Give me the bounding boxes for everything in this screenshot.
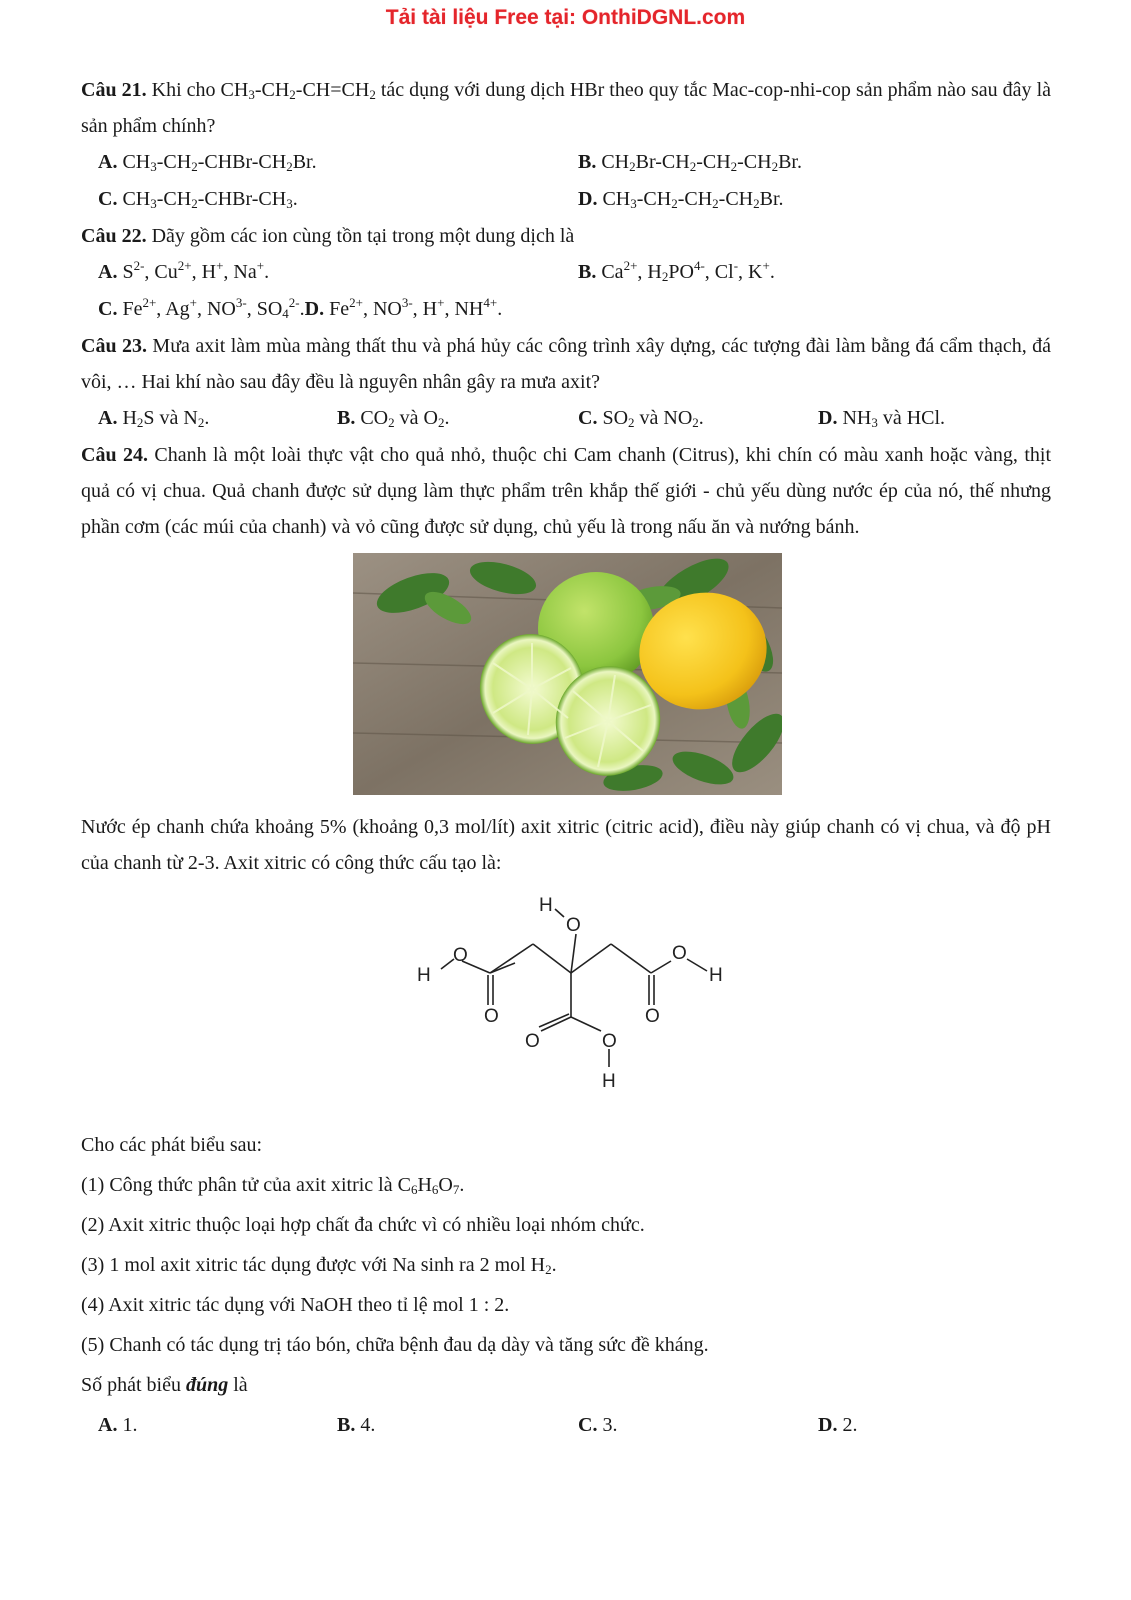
exam-page: [81, 72, 1051, 1444]
q21-option-b[interactable]: B. $CH_2Br-CH_2-CH_2-CH_2Br$.: [578, 151, 802, 174]
q22-option-b[interactable]: B. $Ca^{2+}$, $H_2PO^{4-}$, Cl-, K+.: [578, 258, 775, 284]
atom-o-right: O: [672, 943, 687, 964]
q24-option-b[interactable]: B. 4.: [337, 1414, 376, 1436]
statement-1: (1) Công thức phân tử của axit xitric là $C_6H_6O_7$.: [81, 1174, 465, 1197]
q21-option-a[interactable]: A. $CH_3-CH_2-CHBr-CH_2Br$.: [98, 151, 317, 174]
q21-option-c[interactable]: C. $CH_3-CH_2-CHBr-CH_3$.: [98, 188, 298, 211]
site-banner[interactable]: Tải tài liệu Free tại: OnthiDGNL.com: [385, 6, 746, 29]
atom-h-right: H: [709, 965, 723, 986]
statement-5: (5) Chanh có tác dụng trị táo bón, chữa bệnh đau dạ dày và tăng sức đề kháng.: [81, 1334, 709, 1356]
q24-option-c[interactable]: C. 3.: [578, 1414, 618, 1436]
q22-option-c-d[interactable]: C. $Fe^{2+}$, Ag+, $NO^{3-}$, $SO_4^{2-}.D$. $Fe^{2+}$, $NO^{3-}$, H+, $NH^{4+}$.: [98, 295, 503, 321]
citric-acid-structure-container: [81, 889, 1051, 1121]
question-23-number: Câu 23.: [81, 335, 147, 357]
question-22: [81, 218, 1051, 254]
q24-option-a[interactable]: A. 1.: [98, 1414, 138, 1436]
statement-3: (3) 1 mol axit xitric tác dụng được với Na sinh ra 2 mol $H_2$.: [81, 1254, 557, 1277]
atom-h-left: H: [417, 965, 431, 986]
q23-options-row: [81, 400, 1051, 437]
q23-option-a[interactable]: A. $H_2S$ và $N_2$.: [98, 407, 210, 430]
question-21-number: Câu 21.: [81, 79, 147, 101]
citric-acid-structure: [381, 889, 741, 1121]
atom-o-top: O: [566, 915, 581, 936]
q21-options-row-1: [81, 144, 1051, 181]
statement-4: (4) Axit xitric tác dụng với NaOH theo tỉ lệ mol 1 : 2.: [81, 1294, 510, 1316]
question-24-intro: Chanh là một loài thực vật cho quả nhỏ, thuộc chi Cam chanh (Citrus), khi chín có màu xanh hoặc vàng, thịt quả có vị chua. Quả chanh được sử dụng làm thực phẩm trên khắp thế giới - chủ yếu dùng nước ép của nó, thế nhưng phần cơm (các múi của chanh) và vỏ cũng được sử dụng, chủ yếu là trong nấu ăn và nướng bánh.: [81, 444, 1051, 538]
lemon-lime-photo: [353, 553, 782, 795]
q21-options-row-2: [81, 181, 1051, 218]
q22-options-row-2: [81, 291, 1051, 328]
q21-option-d[interactable]: D. $CH_3-CH_2-CH_2-CH_2Br$.: [578, 188, 784, 211]
question-21: [81, 72, 1051, 144]
question-24-prompt: Số phát biểu đúng là: [81, 1374, 248, 1396]
question-24: [81, 437, 1051, 545]
atom-o-left: O: [453, 945, 468, 966]
citric-acid-paragraph: Nước ép chanh chứa khoảng 5% (khoảng 0,3 mol/lít) axit xitric (citric acid), điều này giúp chanh có vị chua, và độ pH của chanh từ 2-3. Axit xitric có công thức cấu tạo là:: [81, 816, 1051, 874]
question-21-text: Khi cho $CH_3-CH_2-CH=CH_2$ tác dụng với dung dịch HBr theo quy tắc Mac-cop-nhi-cop sản phẩm nào sau đây là sản phẩm chính?: [81, 79, 1051, 137]
q23-option-b[interactable]: B. $CO_2$ và $O_2$.: [337, 407, 450, 430]
atom-h-bottom: H: [602, 1071, 616, 1092]
atom-o-right-carbonyl: O: [645, 1006, 660, 1027]
q23-option-c[interactable]: C. $SO_2$ và $NO_2$.: [578, 407, 704, 430]
q24-options-row: [81, 1407, 1051, 1444]
question-23-text: Mưa axit làm mùa màng thất thu và phá hủy các công trình xây dựng, các tượng đài làm bằng đá cẩm thạch, đá vôi, … Hai khí nào sau đây đều là nguyên nhân gây ra mưa axit?: [81, 335, 1051, 393]
atom-o-bottom: O: [602, 1031, 617, 1052]
q22-option-a[interactable]: A. $S^{2-}$, $Cu^{2+}$, H+, Na+.: [98, 258, 270, 283]
q24-option-d[interactable]: D. 2.: [818, 1414, 858, 1436]
atom-o-left-carbonyl: O: [484, 1006, 499, 1027]
question-22-number: Câu 22.: [81, 225, 147, 247]
question-22-text: Dãy gồm các ion cùng tồn tại trong một dung dịch là: [151, 225, 575, 247]
q22-options-row-1: [81, 254, 1051, 291]
statements-intro: Cho các phát biểu sau:: [81, 1134, 263, 1156]
question-23: [81, 328, 1051, 400]
q23-option-d[interactable]: D. $NH_3$ và HCl.: [818, 407, 946, 430]
question-24-number: Câu 24.: [81, 444, 148, 466]
atom-h-top: H: [539, 895, 553, 916]
statement-2: (2) Axit xitric thuộc loại hợp chất đa chức vì có nhiều loại nhóm chức.: [81, 1214, 645, 1236]
atom-o-bottom-carbonyl: O: [525, 1031, 540, 1052]
lemon-photo-container: [81, 553, 1051, 803]
